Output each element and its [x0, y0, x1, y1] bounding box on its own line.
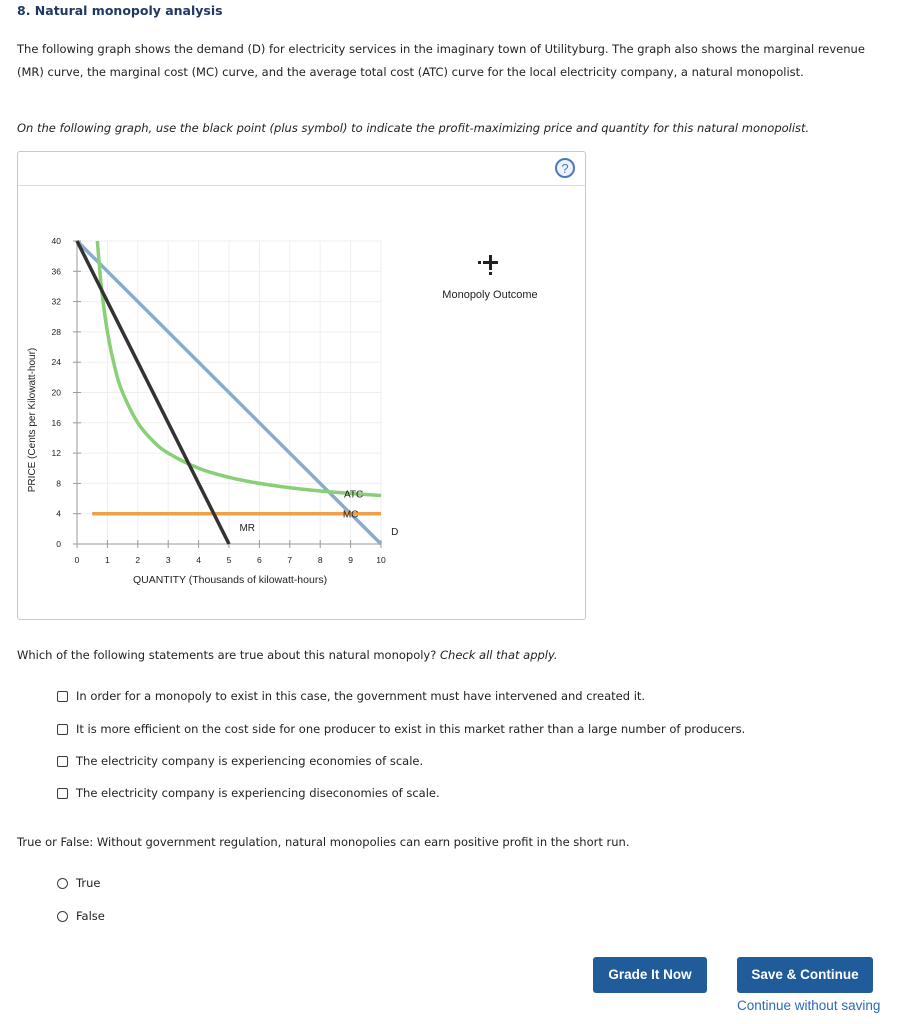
grade-it-now-button[interactable]: Grade It Now: [593, 957, 707, 993]
y-tick-label: 32: [51, 296, 61, 307]
x-tick-label: 8: [317, 555, 323, 565]
y-tick-label: 16: [51, 417, 61, 428]
question-1-hint: Check all that apply.: [440, 648, 558, 662]
continue-without-saving-link[interactable]: Continue without saving: [737, 998, 881, 1013]
x-tick-label: 4: [196, 555, 201, 565]
option-label[interactable]: False: [76, 909, 105, 923]
radio-button[interactable]: [57, 911, 68, 922]
y-axis-label: PRICE (Cents per Kilowatt-hour): [27, 347, 38, 493]
radio-option-false[interactable]: [57, 909, 105, 923]
graph-instruction: On the following graph, use the black point (plus symbol) to indicate the profit-maximizing price and quantity for this natural monopolist.: [17, 121, 810, 135]
x-tick-label: 0: [74, 555, 80, 565]
radio-option-true[interactable]: [57, 876, 100, 890]
page-title: 8. Natural monopoly analysis: [17, 3, 223, 18]
curve-label-mr: MR: [239, 523, 256, 535]
curve-label-d: D: [391, 526, 399, 538]
x-tick-label: 7: [287, 555, 293, 565]
plus-point-icon[interactable]: [478, 255, 498, 275]
checkbox[interactable]: [57, 788, 68, 799]
radio-button[interactable]: [57, 878, 68, 889]
y-tick-label: 0: [56, 539, 61, 549]
y-tick-label: 28: [51, 326, 61, 337]
monopoly-outcome-tool[interactable]: [442, 255, 537, 301]
curve-label-atc: ATC: [344, 489, 364, 501]
checkbox-option-2[interactable]: [57, 722, 745, 736]
checkbox[interactable]: [57, 724, 68, 735]
x-tick-label: 6: [257, 555, 262, 565]
x-tick-label: 9: [348, 555, 353, 565]
question-1: [17, 648, 558, 662]
intro-line-2: (MR) curve, the marginal cost (MC) curve, and the average total cost (ATC) curve for the local electricity company, a natural monopolist.: [17, 65, 804, 79]
x-tick-label: 5: [226, 555, 232, 565]
checkbox-option-4[interactable]: [57, 786, 440, 800]
monopoly-chart[interactable]: [18, 186, 585, 620]
x-tick-label: 1: [105, 555, 110, 565]
option-label[interactable]: True: [76, 876, 101, 890]
option-label[interactable]: In order for a monopoly to exist in this case, the government must have intervened and created it.: [76, 689, 646, 703]
y-tick-label: 36: [51, 266, 61, 277]
monopoly-outcome-label: Monopoly Outcome: [442, 289, 538, 301]
checkbox[interactable]: [57, 756, 68, 767]
save-and-continue-button[interactable]: Save & Continue: [737, 957, 873, 993]
y-tick-label: 24: [51, 357, 61, 368]
checkbox[interactable]: [57, 691, 68, 702]
help-icon[interactable]: ?: [555, 158, 575, 178]
x-tick-label: 3: [165, 555, 171, 565]
question-2-text: True or False: Without government regulation, natural monopolies can earn positive profit in the short run.: [17, 835, 630, 849]
y-tick-label: 20: [51, 387, 61, 398]
curve-label-mc: MC: [342, 509, 359, 521]
x-tick-label: 2: [135, 555, 141, 565]
intro-paragraph: [17, 38, 879, 84]
intro-line-1: The following graph shows the demand (D) for electricity services in the imaginary town of Utilityburg. The graph also shows the marginal revenue: [17, 42, 865, 56]
option-label[interactable]: The electricity company is experiencing economies of scale.: [76, 754, 424, 768]
checkbox-option-3[interactable]: [57, 754, 423, 768]
checkbox-option-1[interactable]: [57, 689, 645, 703]
y-tick-label: 12: [51, 448, 61, 459]
x-axis-label: QUANTITY (Thousands of kilowatt-hours): [132, 574, 328, 586]
x-tick-label: 10: [376, 555, 386, 565]
graph-panel: [17, 151, 586, 620]
question-1-text: Which of the following statements are true about this natural monopoly?: [17, 648, 437, 662]
y-tick-label: 40: [51, 236, 61, 246]
y-tick-label: 8: [56, 478, 61, 489]
option-label[interactable]: The electricity company is experiencing diseconomies of scale.: [76, 786, 440, 800]
y-tick-label: 4: [56, 508, 61, 519]
graph-header: [18, 152, 585, 186]
option-label[interactable]: It is more efficient on the cost side for one producer to exist in this market rather than a large number of producers.: [76, 722, 746, 736]
